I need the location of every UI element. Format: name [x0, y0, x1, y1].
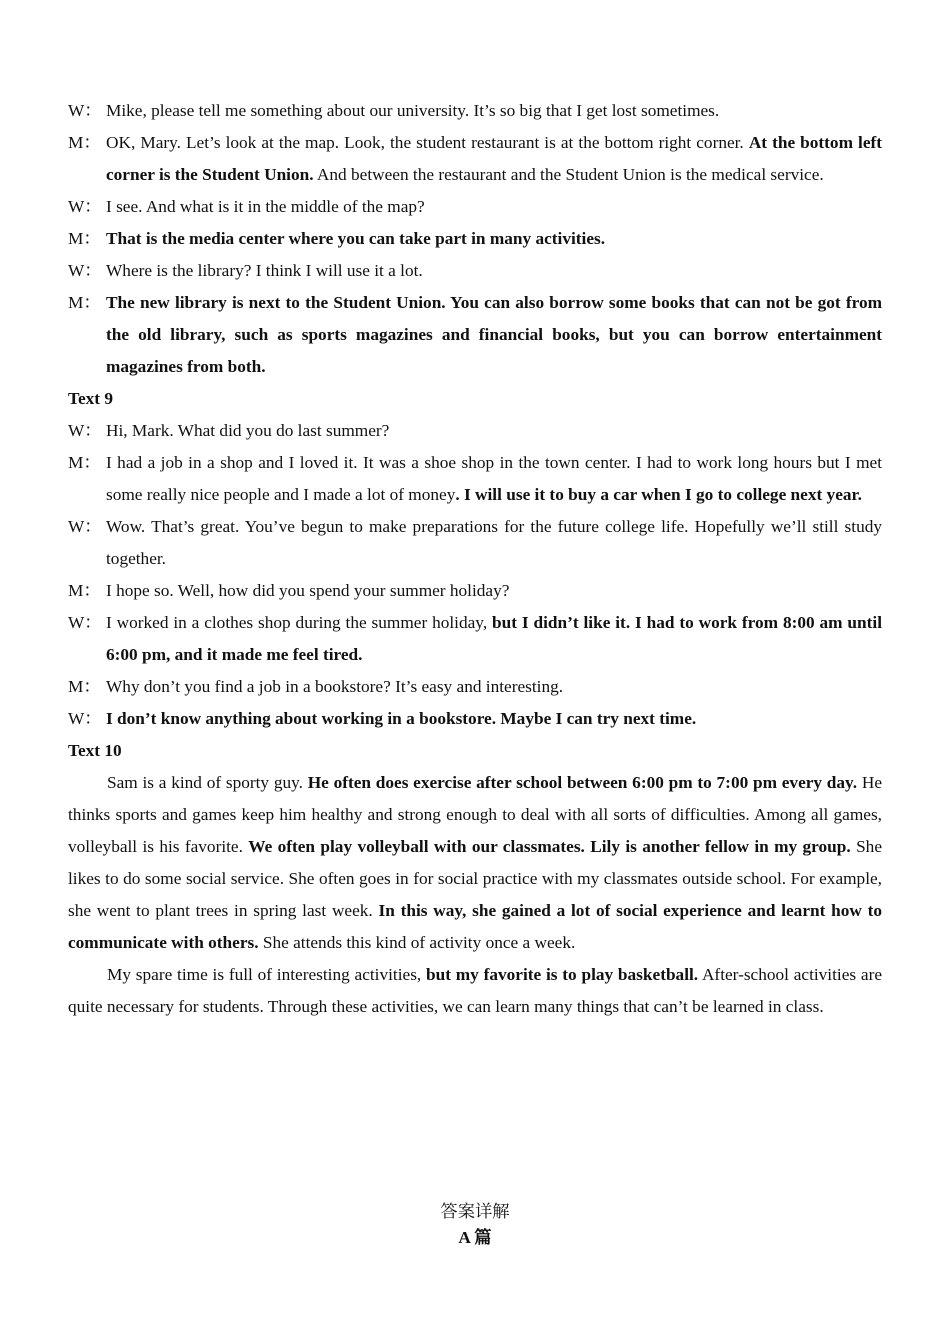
- answer-title: 答案详解: [440, 1202, 510, 1221]
- bold-segment: I don’t know anything about working in a bookstore. Maybe I can try next time.: [106, 709, 697, 728]
- text-segment: Sam is a kind of sporty guy.: [107, 773, 308, 792]
- speaker-label: M：: [68, 229, 101, 248]
- dialogue-line: [68, 703, 882, 735]
- dialogue-line: [68, 415, 882, 447]
- text-segment: I hope so. Well, how did you spend your summer holiday?: [106, 581, 510, 600]
- dialogue-line: [68, 511, 882, 575]
- dialogue-line: [68, 575, 882, 607]
- text-segment: I worked in a clothes shop during the summer holiday,: [106, 613, 493, 632]
- bold-segment: In this way, she gained a lot of social experience and learnt how to communicate with others.: [68, 901, 882, 952]
- bold-segment: We often play volleyball with our classmates. Lily is another fellow in my group.: [248, 837, 851, 856]
- bold-segment: That is the media center where you can take part in many activities.: [106, 229, 606, 248]
- dialogue-text-9: [68, 415, 882, 735]
- dialogue-line: [68, 255, 882, 287]
- text-segment: She likes to do some social service. She often goes in for social practice with my classmates outside school. For example, she went to plant trees in spring last week.: [68, 837, 882, 920]
- bold-segment: but my favorite is to play basketball.: [426, 965, 699, 984]
- text-segment: My spare time is full of interesting activities,: [107, 965, 427, 984]
- text-9-heading: Text 9: [68, 389, 113, 408]
- text-segment: Hi, Mark. What did you do last summer?: [106, 421, 390, 440]
- text-segment: Where is the library? I think I will use it a lot.: [106, 261, 423, 280]
- bold-segment: At the bottom left corner is the Student Union.: [106, 133, 883, 184]
- passage-paragraph: [68, 959, 882, 1023]
- text-segment: Why don’t you find a job in a bookstore? It’s easy and interesting.: [106, 677, 564, 696]
- bold-segment: He often does exercise after school between 6:00 pm to 7:00 pm every day.: [307, 773, 858, 792]
- text-segment: He thinks sports and games keep him healthy and strong enough to deal with all sorts of difficulties. Among all games, volleyball is his favorite.: [68, 773, 882, 856]
- bold-segment: but I didn’t like it. I had to work from 8:00 am until 6:00 pm, and it made me feel tired.: [106, 613, 882, 664]
- text-10-heading: Text 10: [68, 741, 122, 760]
- speaker-label: M：: [68, 677, 101, 696]
- text-segment: OK, Mary. Let’s look at the map. Look, the student restaurant is at the bottom right corner.: [106, 133, 749, 152]
- text-segment: I see. And what is it in the middle of the map?: [106, 197, 425, 216]
- dialogue-line: [68, 671, 882, 703]
- speaker-label: W：: [68, 421, 102, 440]
- speaker-label: W：: [68, 517, 102, 536]
- speaker-label: W：: [68, 613, 102, 632]
- speaker-label: M：: [68, 581, 101, 600]
- dialogue-line: [68, 223, 882, 255]
- speaker-label: W：: [68, 197, 102, 216]
- dialogue-line: [68, 447, 882, 511]
- speaker-label: W：: [68, 709, 102, 728]
- answer-section: A 篇: [458, 1228, 492, 1247]
- speaker-label: M：: [68, 453, 101, 472]
- text-segment: After-school activities are quite necessary for students. Through these activities, we can learn many things that can’t be learned in class.: [68, 965, 882, 1016]
- dialogue-line: [68, 287, 882, 383]
- speaker-label: M：: [68, 293, 101, 312]
- speaker-label: W：: [68, 261, 102, 280]
- text-segment: And between the restaurant and the Student Union is the medical service.: [313, 165, 824, 184]
- passage-paragraph: [68, 767, 882, 959]
- text-10-passage: [68, 767, 882, 1023]
- text-segment: Wow. That’s great. You’ve begun to make preparations for the future college life. Hopefully we’ll still study together.: [106, 517, 882, 568]
- dialogue-line: [68, 191, 882, 223]
- bold-segment: . I will use it to buy a car when I go to college next year.: [455, 485, 862, 504]
- dialogue-line: [68, 95, 882, 127]
- text-segment: She attends this kind of activity once a week.: [258, 933, 576, 952]
- document-body: [68, 95, 882, 1023]
- text-segment: I had a job in a shop and I loved it. It was a shoe shop in the town center. I had to work long hours but I met some really nice people and I made a lot of money: [106, 453, 882, 504]
- text-segment: Mike, please tell me something about our university. It’s so big that I get lost sometimes.: [106, 101, 720, 120]
- speaker-label: M：: [68, 133, 101, 152]
- dialogue-line: [68, 127, 882, 191]
- bold-segment: The new library is next to the Student Union. You can also borrow some books that can not be got from the old library, such as sports magazines and financial books, but you can borrow entertainment magazines from both.: [106, 293, 882, 376]
- speaker-label: W：: [68, 101, 102, 120]
- dialogue-line: [68, 607, 882, 671]
- dialogue-text-8: [68, 95, 882, 383]
